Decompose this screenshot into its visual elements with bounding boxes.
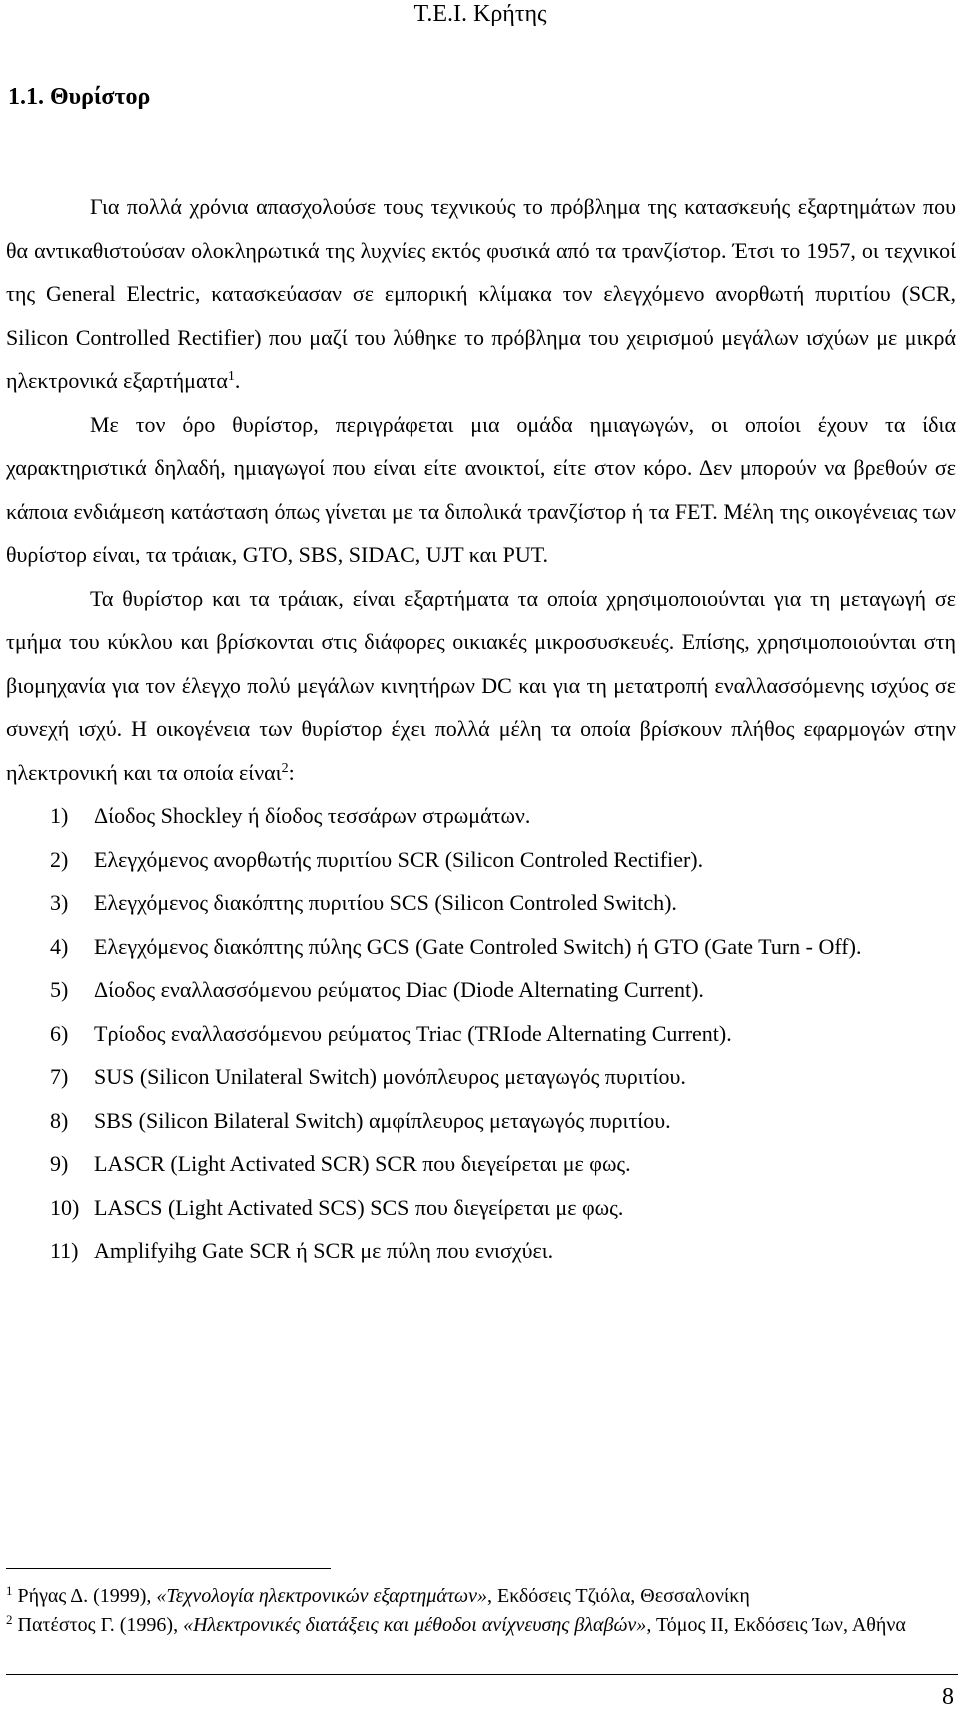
list-item (6, 968, 956, 1012)
list-item-text: Ελεγχόμενος ανορθωτής πυριτίου SCR (Silicon Controled Rectifier). (94, 846, 704, 872)
list-item-number: 7) (50, 1064, 69, 1089)
section-heading: 1.1. Θυρίστορ (8, 84, 151, 110)
list-item-text: SUS (Silicon Unilateral Switch) μονόπλευρος μεταγωγός πυριτίου. (94, 1064, 686, 1089)
footnote-2 (6, 1611, 958, 1640)
footnote-ref-2[interactable]: 2 (281, 760, 289, 776)
footnote-authors: Πατέστος Γ. (1996), (17, 1614, 184, 1636)
list-item (6, 1012, 956, 1056)
list-item (6, 881, 956, 925)
paragraph-intro-end: . (234, 368, 241, 393)
list-item-number: 5) (50, 977, 69, 1002)
list-item (6, 925, 956, 969)
thyristor-family-list (6, 794, 956, 1273)
running-header: Τ.Ε.Ι. Κρήτης (413, 1, 547, 27)
paragraph-intro (6, 185, 956, 403)
footnote-separator (6, 1568, 331, 1569)
list-item (6, 1055, 956, 1099)
list-item-number: 10) (50, 1194, 80, 1220)
footnote-1 (6, 1582, 958, 1611)
list-item (6, 1186, 956, 1230)
footer-separator (6, 1674, 958, 1675)
list-item-text: Δίοδος εναλλασσόμενου ρεύματος Diac (Diode Alternating Current). (94, 977, 704, 1002)
list-item (6, 1099, 956, 1143)
list-item-number: 11) (50, 1238, 79, 1263)
list-item-text: SBS (Silicon Bilateral Switch) αμφίπλευρος μεταγωγός πυριτίου. (94, 1107, 671, 1133)
body-text (6, 185, 956, 1273)
footnote-publisher: , Εκδόσεις Τζιόλα, Θεσσαλονίκη (487, 1585, 750, 1607)
list-item-text: LASCS (Light Activated SCS) SCS που διεγείρεται με φως. (94, 1194, 624, 1220)
list-item-number: 9) (50, 1151, 69, 1176)
footnotes (6, 1582, 958, 1640)
paragraph-applications-text: Τα θυρίστορ και τα τράιακ, είναι εξαρτήματα τα οποία χρησιμοποιούνται για τη μεταγωγή σε τμήμα του κύκλου και βρίσκονται στις διάφορες οικιακές μικροσυσκευές. Επίσης, χρησιμοποιούνται στη βιομηχανία για τον έλεγχο πολύ μεγάλων κινητήρων DC και για τη μετατροπή εναλλασσόμενης ισχύος σε συνεχή ισχύ. Η οικογένεια των θυρίστορ έχει πολλά μέλη τα οποία βρίσκουν πλήθος εφαρμογών στην ηλεκτρονική και τα οποία είναι (6, 585, 956, 785)
list-item-number: 1) (50, 803, 69, 828)
list-item-number: 4) (50, 933, 69, 959)
list-item-text: Τρίοδος εναλλασσόμενου ρεύματος Triac (TRIode Alternating Current). (94, 1020, 732, 1046)
list-item-text: Amplifyihg Gate SCR ή SCR με πύλη που ενισχύει. (94, 1238, 554, 1263)
list-item-number: 2) (50, 846, 69, 872)
footnote-title: «Ηλεκτρονικές διατάξεις και μέθοδοι ανίχνευσης βλαβών» (183, 1614, 647, 1636)
list-item-text: Ελεγχόμενος διακόπτης πυριτίου SCS (Silicon Controled Switch). (94, 890, 677, 915)
page-number: 8 (942, 1684, 954, 1710)
list-item-text: Ελεγχόμενος διακόπτης πύλης GCS (Gate Controled Switch) ή GTO (Gate Turn - Off). (94, 933, 862, 959)
list-item (6, 794, 956, 838)
list-item-text: Δίοδος Shockley ή δίοδος τεσσάρων στρωμάτων. (94, 803, 531, 828)
paragraph-intro-text: Για πολλά χρόνια απασχολούσε τους τεχνικούς το πρόβλημα της κατασκευής εξαρτημάτων που θα αντικαθιστούσαν ολοκληρωτικά της λυχνίες εκτός φυσικά από τα τρανζίστορ. Έτσι το 1957, οι τεχνικοί της General Electric, κατασκεύασαν σε εμπορική κλίμακα τον ελεγχόμενο ανορθωτή πυριτίου (SCR, Silicon Controlled Rectifier) που μαζί του λύθηκε το πρόβλημα του χειρισμού μεγάλων ισχύων με μικρά ηλεκτρονικά εξαρτήματα (6, 194, 956, 393)
list-item-number: 8) (50, 1107, 69, 1133)
footnote-title: «Τεχνολογία ηλεκτρονικών εξαρτημάτων» (156, 1585, 488, 1607)
list-item (6, 1142, 956, 1186)
paragraph-definition: Με τον όρο θυρίστορ, περιγράφεται μια ομάδα ημιαγωγών, οι οποίοι έχουν τα ίδια χαρακτηριστικά δηλαδή, ημιαγωγοί που είναι είτε ανοικτοί, είτε στον κόρο. Δεν μπορούν να βρεθούν σε κάποια ενδιάμεση κατάσταση όπως γίνεται με τα διπολικά τρανζίστορ ή τα FET. Μέλη της οικογένειας των θυρίστορ είναι, τα τράιακ, GTO, SBS, SIDAC, UJT και PUT. (6, 411, 956, 567)
paragraph-applications-end: : (288, 759, 295, 785)
paragraph-applications (6, 577, 956, 795)
footnote-mark: 1 (6, 1583, 13, 1598)
list-item-number: 3) (50, 890, 69, 915)
list-item (6, 1229, 956, 1273)
list-item-text: LASCR (Light Activated SCR) SCR που διεγείρεται με φως. (94, 1151, 631, 1176)
footnote-publisher: , Τόμος ΙΙ, Εκδόσεις Ίων, Αθήνα (646, 1614, 906, 1636)
list-item (6, 838, 956, 882)
footnote-ref-1[interactable]: 1 (227, 369, 235, 384)
list-item-number: 6) (50, 1020, 69, 1046)
footnote-authors: Ρήγας Δ. (1999), (17, 1585, 157, 1607)
footnote-mark: 2 (6, 1612, 13, 1627)
